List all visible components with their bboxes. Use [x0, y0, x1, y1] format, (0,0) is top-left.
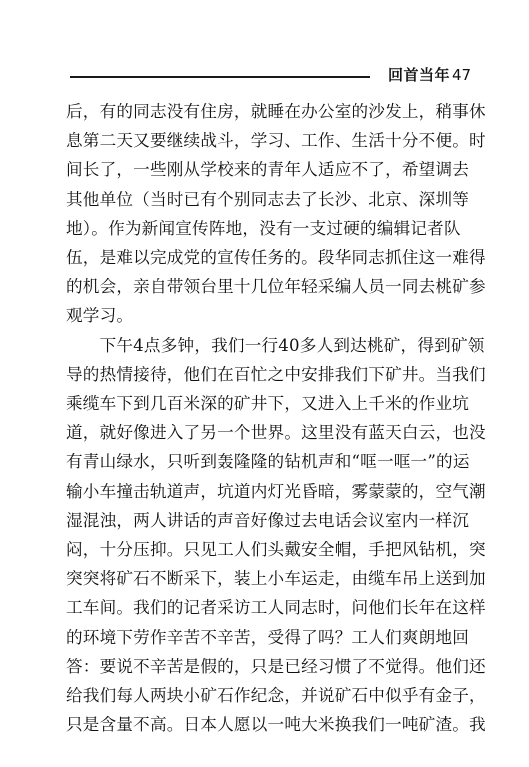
text-line: 只是含量不高。日本人愿以一吨大米换我们一吨矿渣。我 [66, 715, 486, 735]
text-line: 间长了，一些刚从学校来的青年人适应不了，希望调去 [66, 160, 470, 180]
running-header-title: 回首当年 [388, 66, 451, 84]
text-line: 有青山绿水，只听到轰隆隆的钻机声和“哐一哐一”的运 [66, 452, 470, 472]
text-line: 湿混浊，两人讲话的声音好像过去电话会议室内一样沉 [66, 510, 470, 530]
body-text [66, 97, 486, 739]
text-line: 给我们每人两块小矿石作纪念，并说矿石中似乎有金子， [66, 686, 486, 706]
text-line: 观学习。 [66, 306, 134, 326]
text-line: 答：要说不辛苦是假的，只是已经习惯了不觉得。他们还 [66, 656, 486, 676]
text-line: 后，有的同志没有住房，就睡在办公室的沙发上，稍事休 [66, 102, 486, 121]
text-line: 工车间。我们的记者采访工人同志时，问他们长年在这样 [66, 598, 486, 618]
text-line: 输小车撞击轨道声，坑道内灯光昏暗，雾蒙蒙的，空气潮 [66, 481, 486, 501]
text-line: 乘缆车下到几百米深的矿井下，又进入上千米的作业坑 [66, 394, 470, 414]
text-line: 突突将矿石不断采下，装上小车运走，由缆车吊上送到加 [66, 569, 486, 589]
text-line: 导的热情接待，他们在百忙之中安排我们下矿井。当我们 [66, 364, 486, 384]
text-line: 的机会，亲自带领台里十几位年轻采编人员一同去桃矿参 [66, 277, 486, 297]
text-line: 地）。作为新闻宣传阵地，没有一支过硬的编辑记者队 [66, 218, 461, 238]
text-line: 闷，十分压抑。只见工人们头戴安全帽，手把风钻机，突 [66, 540, 486, 560]
text-line: 道，就好像进入了另一个世界。这里没有蓝天白云，也没 [66, 423, 486, 443]
text-line: 的环境下劳作辛苦不辛苦，受得了吗？工人们爽朗地回 [66, 627, 470, 647]
text-line: 其他单位（当时已有个别同志去了长沙、北京、深圳等 [66, 189, 470, 209]
text-line: 下午4点多钟，我们一行40多人到达桃矿，得到矿领 [66, 335, 485, 355]
page-number: 47 [452, 66, 472, 84]
text-line: 伍，是难以完成党的宣传任务的。段华同志抓住这一难得 [66, 248, 486, 268]
text-line: 息第二天又要继续战斗，学习、工作、生活十分不便。时 [66, 131, 486, 151]
running-header [70, 64, 475, 86]
header-rule [70, 76, 370, 78]
